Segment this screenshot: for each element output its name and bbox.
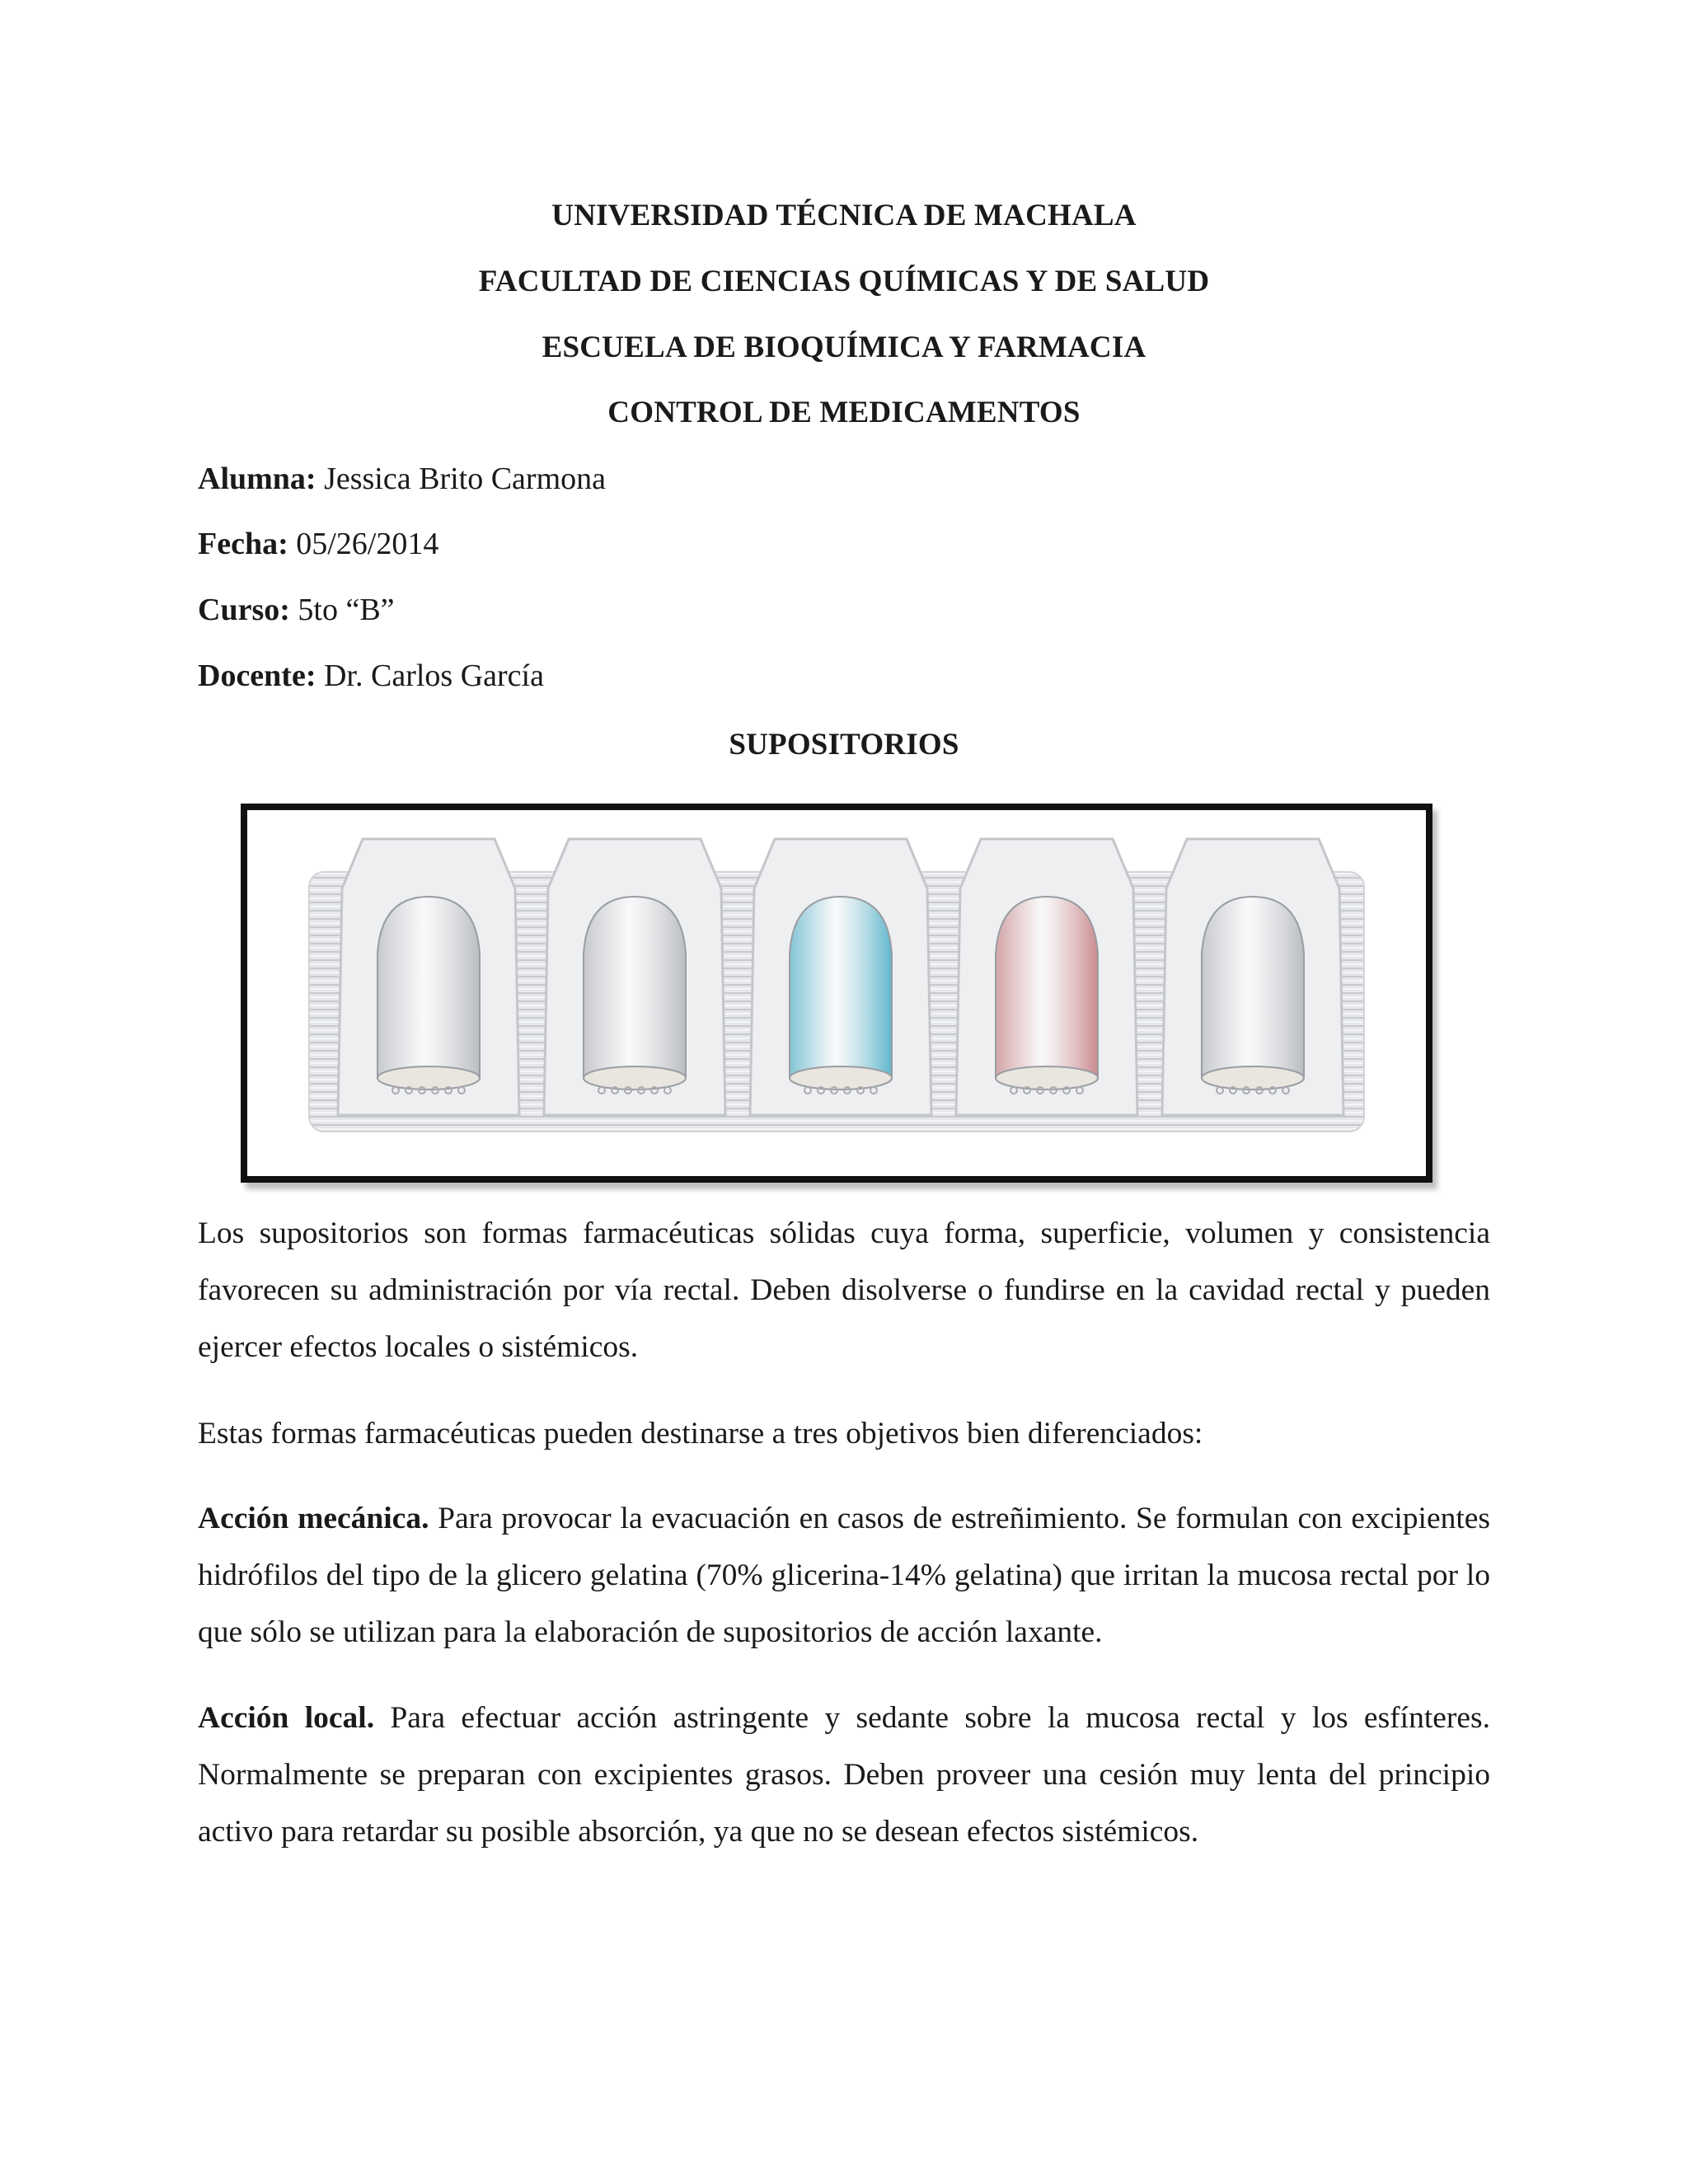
suppository-base	[377, 1066, 480, 1090]
suppository	[584, 897, 686, 1078]
suppository-blister-illustration	[247, 810, 1426, 1176]
suppository	[377, 897, 480, 1078]
suppository	[790, 897, 892, 1078]
mechanical-action-text: Para provocar la evacuación en casos de estreñimiento. Se formulan con excipientes hidrófilos del tipo de la glicero gelatina (70% glicerina-14% gelatina) que irritan la mucosa rectal por lo que sólo se utilizan para la elaboración de supositorios de acción laxante.	[198, 1502, 1491, 1649]
teacher-value: Dr. Carlos García	[323, 658, 544, 693]
suppository	[996, 897, 1098, 1078]
suppository	[1202, 897, 1304, 1078]
local-action-paragraph	[198, 1690, 1490, 1860]
teacher-line	[198, 656, 544, 696]
teacher-label: Docente:	[198, 658, 316, 693]
blister-cell	[1162, 839, 1343, 1115]
suppository-base	[996, 1066, 1098, 1090]
subject-title: CONTROL DE MEDICAMENTOS	[607, 396, 1081, 429]
objectives-paragraph: Estas formas farmacéuticas pueden destinarse a tres objetivos bien diferenciados:	[198, 1417, 1203, 1451]
suppository-base	[584, 1066, 686, 1090]
course-line	[198, 590, 395, 630]
blister-cell	[956, 839, 1137, 1115]
local-action-text: Para efectuar acción astringente y sedante sobre la mucosa rectal y los esfínteres. Normalmente se preparan con excipientes grasos. Deben proveer una cesión muy lenta del principio activo para retardar su posible absorción, ya que no se desean efectos sistémicos.	[198, 1701, 1490, 1849]
date-line	[198, 524, 438, 564]
suppository-base	[1202, 1066, 1304, 1090]
blister-cell	[544, 839, 725, 1115]
blister-cell	[750, 839, 931, 1115]
suppository-base	[790, 1066, 892, 1090]
faculty-title: FACULTAD DE CIENCIAS QUÍMICAS Y DE SALUD	[478, 265, 1210, 298]
school-title: ESCUELA DE BIOQUÍMICA Y FARMACIA	[542, 330, 1146, 364]
local-action-label: Acción local.	[198, 1701, 375, 1735]
student-line	[198, 459, 606, 499]
blister-cell	[338, 839, 519, 1115]
course-label: Curso:	[198, 593, 290, 627]
course-value: 5to “B”	[298, 593, 395, 627]
intro-paragraph: Los supositorios son formas farmacéuticas sólidas cuya forma, superficie, volumen y consistencia favorecen su administración por vía rectal. Deben disolverse o fundirse en la cavidad rectal y pueden ejercer efectos locales o sistémicos.	[198, 1216, 1490, 1364]
student-value: Jessica Brito Carmona	[324, 462, 607, 496]
mechanical-action-paragraph	[198, 1490, 1490, 1661]
mechanical-action-label: Acción mecánica.	[198, 1502, 429, 1535]
date-label: Fecha:	[198, 527, 288, 561]
date-value: 05/26/2014	[296, 527, 439, 561]
section-title: SUPOSITORIOS	[729, 728, 959, 762]
suppositories-figure	[241, 804, 1432, 1183]
university-title: UNIVERSIDAD TÉCNICA DE MACHALA	[551, 199, 1137, 232]
student-label: Alumna:	[198, 462, 316, 496]
